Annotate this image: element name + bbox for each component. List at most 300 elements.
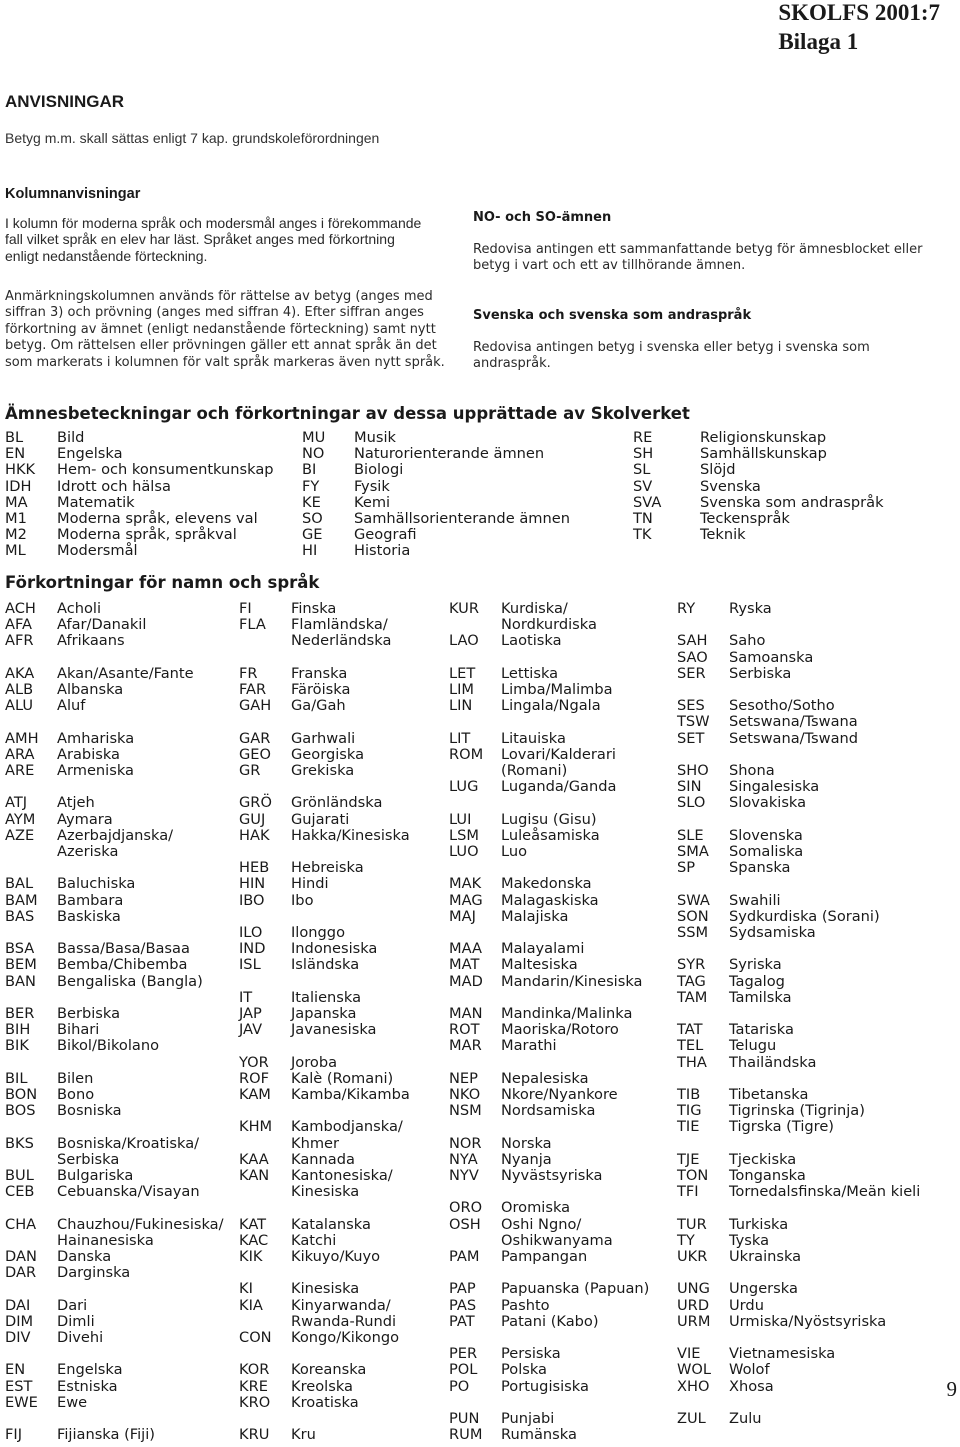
subjects-name: Kemi bbox=[354, 493, 391, 511]
languages-name: Laotiska bbox=[501, 632, 562, 650]
subjects-code: ML bbox=[5, 542, 26, 560]
languages-code: KRE bbox=[239, 1377, 268, 1395]
languages-code: LIN bbox=[449, 697, 473, 715]
subjects-code: TN bbox=[633, 510, 653, 527]
languages-code: GR bbox=[239, 762, 261, 779]
languages-code: CON bbox=[239, 1329, 272, 1346]
languages-name: Ungerska bbox=[729, 1280, 798, 1298]
languages-name: Aluf bbox=[57, 697, 86, 715]
languages-name: Estniska bbox=[57, 1377, 118, 1395]
languages-name: Cebuanska/Visayan bbox=[57, 1183, 200, 1201]
languages-code: IBO bbox=[239, 891, 265, 909]
languages-name: Bemba/Chibemba bbox=[57, 956, 188, 974]
subjects-code: RE bbox=[633, 429, 653, 446]
languages-code: JAV bbox=[239, 1021, 263, 1039]
languages-name: Kambodjanska/ bbox=[291, 1118, 403, 1136]
subjects-name: Hem- och konsumentkunskap bbox=[57, 461, 274, 479]
languages-name: Sydsamiska bbox=[729, 924, 816, 941]
subjects-code: TK bbox=[633, 526, 652, 544]
languages-name: Katalanska bbox=[291, 1215, 371, 1233]
languages-title: Förkortningar för namn och språk bbox=[5, 573, 320, 592]
languages-code: TAM bbox=[677, 988, 708, 1006]
languages-code: GRÖ bbox=[239, 794, 272, 812]
subjects-code: KE bbox=[302, 493, 321, 511]
languages-code: TIG bbox=[677, 1102, 702, 1120]
languages-code: HEB bbox=[239, 859, 270, 877]
languages-name: Dimli bbox=[57, 1312, 95, 1330]
languages-code: BIH bbox=[5, 1021, 31, 1039]
languages-name: Grekiska bbox=[291, 762, 355, 779]
languages-name: Setswana/Tswana bbox=[729, 713, 858, 731]
languages-name: Ilonggo bbox=[291, 924, 345, 941]
languages-name: Chauzhou/Fukinesiska/ bbox=[57, 1215, 224, 1233]
languages-name: Afrikaans bbox=[57, 632, 125, 650]
languages-code: NEP bbox=[449, 1069, 478, 1087]
kolumn-paragraph-1: I kolumn för moderna språk och modersmål anges i förekommande fall vilket språk en elev har läst. Språket anges med förkortning enligt nedanstående förteckning. bbox=[5, 215, 422, 264]
languages-name: Berbiska bbox=[57, 1005, 121, 1022]
languages-name: Persiska bbox=[501, 1345, 561, 1363]
languages-code: SER bbox=[677, 664, 706, 682]
languages-name: Bosniska bbox=[57, 1102, 122, 1120]
languages-code: BEM bbox=[5, 956, 37, 974]
languages-name: Patani (Kabo) bbox=[501, 1312, 599, 1330]
languages-name: Nyanja bbox=[501, 1150, 552, 1168]
languages-name: Engelska bbox=[57, 1361, 123, 1379]
languages-name: Atjeh bbox=[57, 794, 95, 812]
languages-name: Nyvästsyriska bbox=[501, 1167, 603, 1184]
languages-name: Hakka/Kinesiska bbox=[291, 826, 410, 844]
languages-name: Samoanska bbox=[729, 648, 814, 666]
no-so-heading: NO- och SO-ämnen bbox=[473, 210, 612, 225]
subjects-name: Svenska som andraspråk bbox=[700, 493, 884, 511]
languages-code: JAP bbox=[239, 1005, 262, 1022]
languages-name: Bassa/Basa/Basaa bbox=[57, 940, 190, 958]
languages-code: PAS bbox=[449, 1296, 477, 1314]
languages-name: Arabiska bbox=[57, 745, 120, 763]
languages-name: Indonesiska bbox=[291, 940, 378, 958]
languages-name: Tjeckiska bbox=[729, 1150, 797, 1168]
languages-code: ACH bbox=[5, 600, 36, 617]
languages-name: Marathi bbox=[501, 1037, 557, 1055]
languages-name: Bambara bbox=[57, 891, 124, 909]
languages-code: ILO bbox=[239, 924, 263, 941]
languages-name: Pampangan bbox=[501, 1248, 588, 1265]
languages-code: TIE bbox=[677, 1118, 700, 1136]
languages-code: MAT bbox=[449, 956, 480, 974]
languages-code: BAL bbox=[5, 875, 34, 893]
languages-name: Sesotho/Sotho bbox=[729, 697, 835, 715]
languages-code: SES bbox=[677, 697, 705, 715]
languages-code: CHA bbox=[5, 1215, 37, 1233]
languages-name: Zulu bbox=[729, 1410, 762, 1427]
languages-code: KI bbox=[239, 1280, 253, 1298]
subjects-name: Musik bbox=[354, 429, 396, 446]
languages-code: TFI bbox=[677, 1183, 699, 1201]
languages-code: DAN bbox=[5, 1248, 37, 1265]
subjects-title: Ämnesbeteckningar och förkortningar av dessa upprättade av Skolverket bbox=[5, 404, 690, 423]
languages-code: UKR bbox=[677, 1248, 708, 1265]
languages-name: Aymara bbox=[57, 810, 113, 828]
languages-name: Darginska bbox=[57, 1264, 131, 1282]
subjects-code: FY bbox=[302, 477, 320, 495]
languages-code: SMA bbox=[677, 843, 709, 860]
languages-code: WOL bbox=[677, 1361, 712, 1379]
languages-code: PAP bbox=[449, 1280, 476, 1298]
languages-name: Limba/Malimba bbox=[501, 681, 613, 698]
languages-name: Divehi bbox=[57, 1329, 104, 1346]
languages-code: PAM bbox=[449, 1248, 480, 1265]
languages-name: Vietnamesiska bbox=[729, 1345, 836, 1363]
languages-code: LET bbox=[449, 664, 476, 682]
languages-code: ISL bbox=[239, 956, 261, 974]
languages-name: Malajiska bbox=[501, 907, 569, 925]
languages-code: KAM bbox=[239, 1086, 271, 1103]
languages-name: Nederländska bbox=[291, 632, 392, 650]
languages-name: Ewe bbox=[57, 1393, 88, 1411]
languages-name: Somaliska bbox=[729, 843, 804, 860]
languages-code: SAH bbox=[677, 632, 708, 650]
languages-name: Lovari/Kalderari bbox=[501, 745, 616, 763]
languages-name: Oromiska bbox=[501, 1199, 571, 1217]
languages-code: ORO bbox=[449, 1199, 483, 1217]
languages-code: KIK bbox=[239, 1248, 263, 1265]
languages-code: BAN bbox=[5, 972, 36, 990]
no-so-paragraph: Redovisa antingen ett sammanfattande betyg för ämnesblocket eller betyg i vart och ett av tillhörande ämnen. bbox=[473, 242, 923, 274]
languages-name: Acholi bbox=[57, 600, 102, 617]
languages-name: Lingala/Ngala bbox=[501, 697, 601, 715]
languages-code: MAA bbox=[449, 940, 482, 958]
languages-name: Kongo/Kikongo bbox=[291, 1329, 400, 1346]
languages-name: Oshikwanyama bbox=[501, 1231, 613, 1249]
languages-name: Franska bbox=[291, 664, 348, 682]
languages-code: CEB bbox=[5, 1183, 35, 1201]
languages-code: FIJ bbox=[5, 1426, 23, 1444]
languages-name: Kinesiska bbox=[291, 1280, 360, 1298]
languages-name: Baluchiska bbox=[57, 875, 136, 893]
languages-name: Baskiska bbox=[57, 907, 121, 925]
languages-code: LAO bbox=[449, 632, 479, 650]
languages-name: Xhosa bbox=[729, 1377, 774, 1395]
languages-code: EWE bbox=[5, 1393, 38, 1411]
languages-code: IND bbox=[239, 940, 266, 958]
languages-code: MAK bbox=[449, 875, 482, 893]
languages-name: Swahili bbox=[729, 891, 781, 909]
subjects-name: Engelska bbox=[57, 445, 123, 463]
languages-name: Pashto bbox=[501, 1296, 550, 1314]
languages-name: Serbiska bbox=[57, 1150, 120, 1168]
languages-code: MAG bbox=[449, 891, 483, 909]
languages-name: Nepalesiska bbox=[501, 1069, 589, 1087]
languages-name: Hebreiska bbox=[291, 859, 364, 877]
languages-code: KAT bbox=[239, 1215, 267, 1233]
languages-name: Gujarati bbox=[291, 810, 350, 828]
languages-name: Lettiska bbox=[501, 664, 559, 682]
languages-code: LSM bbox=[449, 826, 479, 844]
languages-name: Koreanska bbox=[291, 1361, 367, 1379]
languages-code: TJE bbox=[677, 1150, 700, 1168]
languages-name: Portugisiska bbox=[501, 1377, 589, 1395]
subjects-code: MU bbox=[302, 429, 326, 446]
languages-name: Oshi Ngno/ bbox=[501, 1215, 582, 1233]
svenska-paragraph: Redovisa antingen betyg i svenska eller betyg i svenska som andraspråk. bbox=[473, 340, 870, 372]
languages-name: Kinyarwanda/ bbox=[291, 1296, 391, 1314]
subjects-code: NO bbox=[302, 445, 325, 463]
languages-name: Slovenska bbox=[729, 826, 803, 844]
languages-name: Kru bbox=[291, 1426, 316, 1444]
languages-code: BOS bbox=[5, 1102, 36, 1120]
languages-name: Färöiska bbox=[291, 681, 351, 698]
header-appendix: Bilaga 1 bbox=[778, 29, 859, 54]
subjects-name: Samhällskunskap bbox=[700, 445, 827, 463]
languages-name: Maltesiska bbox=[501, 956, 578, 974]
languages-code: ROF bbox=[239, 1069, 270, 1087]
languages-code: LUI bbox=[449, 810, 472, 828]
subjects-code: M1 bbox=[5, 510, 27, 527]
languages-name: Turkiska bbox=[729, 1215, 789, 1233]
subjects-code: MA bbox=[5, 493, 28, 511]
languages-code: RUM bbox=[449, 1426, 483, 1444]
languages-code: FLA bbox=[239, 616, 266, 634]
languages-code: SYR bbox=[677, 956, 706, 974]
languages-name: Serbiska bbox=[729, 664, 792, 682]
languages-name: Dari bbox=[57, 1296, 88, 1314]
languages-code: AFA bbox=[5, 616, 33, 634]
languages-name: Danska bbox=[57, 1248, 112, 1265]
languages-code: SLO bbox=[677, 794, 706, 812]
languages-name: Georgiska bbox=[291, 745, 365, 763]
languages-name: Kroatiska bbox=[291, 1393, 359, 1411]
languages-name: Tagalog bbox=[729, 972, 785, 990]
languages-code: BAS bbox=[5, 907, 35, 925]
languages-code: AKA bbox=[5, 664, 35, 682]
languages-name: Flamländska/ bbox=[291, 616, 388, 634]
languages-name: Bilen bbox=[57, 1069, 94, 1087]
languages-name: Amhariska bbox=[57, 729, 135, 747]
languages-name: Kikuyo/Kuyo bbox=[291, 1248, 381, 1265]
languages-code: TIB bbox=[677, 1086, 701, 1103]
subjects-name: Bild bbox=[57, 429, 85, 446]
languages-code: BSA bbox=[5, 940, 35, 958]
document-header bbox=[778, 0, 940, 56]
languages-name: Mandarin/Kinesiska bbox=[501, 972, 643, 990]
languages-name: Finska bbox=[291, 600, 337, 617]
languages-code: HIN bbox=[239, 875, 266, 893]
subjects-name: Samhällsorienterande ämnen bbox=[354, 510, 570, 527]
languages-name: Rumänska bbox=[501, 1426, 577, 1444]
languages-code: DIM bbox=[5, 1312, 34, 1330]
languages-name: Tigrska (Tigre) bbox=[729, 1118, 834, 1136]
kolumn-paragraph-2: Anmärkningskolumnen används för rättelse av betyg (anges med siffran 3) och prövning (anges med siffran 4). Efter siffran anges förkortning av ämnet (enligt nedanstående förteckning) samt nytt betyg. Om rättelsen eller prövningen gäller ett annat språk än det som markerats i kolumnen för valt språk markeras även nytt språk. bbox=[5, 289, 445, 370]
languages-name: Tyska bbox=[729, 1231, 770, 1249]
languages-name: Katchi bbox=[291, 1231, 337, 1249]
languages-code: TON bbox=[677, 1167, 709, 1184]
languages-name: Bosniska/Kroatiska/ bbox=[57, 1134, 200, 1152]
languages-name: Hainanesiska bbox=[57, 1231, 154, 1249]
languages-code: FAR bbox=[239, 681, 267, 698]
languages-name: Ryska bbox=[729, 600, 772, 617]
languages-code: NKO bbox=[449, 1086, 481, 1103]
languages-code: BUL bbox=[5, 1167, 34, 1184]
languages-name: Wolof bbox=[729, 1361, 770, 1379]
header-series: SKOLFS 2001:7 bbox=[778, 0, 940, 25]
languages-code: BIK bbox=[5, 1037, 29, 1055]
languages-name: Bono bbox=[57, 1086, 95, 1103]
languages-name: Bikol/Bikolano bbox=[57, 1037, 159, 1055]
subjects-code: HKK bbox=[5, 461, 36, 479]
languages-name: Ibo bbox=[291, 891, 314, 909]
languages-name: Kinesiska bbox=[291, 1183, 360, 1201]
languages-code: GAH bbox=[239, 697, 272, 715]
languages-code: NYA bbox=[449, 1150, 478, 1168]
languages-code: TY bbox=[677, 1231, 695, 1249]
languages-name: Thailändska bbox=[729, 1053, 817, 1071]
languages-name: Luganda/Ganda bbox=[501, 778, 617, 796]
languages-code: MAN bbox=[449, 1005, 483, 1022]
languages-code: DAI bbox=[5, 1296, 31, 1314]
languages-code: AYM bbox=[5, 810, 36, 828]
languages-name: Urmiska/Nyöstsyriska bbox=[729, 1312, 887, 1330]
languages-code: GUJ bbox=[239, 810, 266, 828]
languages-code: SHO bbox=[677, 762, 709, 779]
subjects-code: SVA bbox=[633, 493, 662, 511]
subjects-name: Slöjd bbox=[700, 461, 736, 479]
subjects-name: Svenska bbox=[700, 477, 761, 495]
languages-name: Kurdiska/ bbox=[501, 600, 568, 617]
languages-code: PO bbox=[449, 1377, 470, 1395]
subjects-name: Biologi bbox=[354, 461, 404, 479]
languages-name: Singalesiska bbox=[729, 778, 820, 796]
languages-name: Albanska bbox=[57, 681, 124, 698]
languages-code: BAM bbox=[5, 891, 38, 909]
languages-code: EN bbox=[5, 1361, 26, 1379]
languages-name: Ukrainska bbox=[729, 1248, 802, 1265]
languages-code: PER bbox=[449, 1345, 478, 1363]
subjects-code: BI bbox=[302, 461, 317, 479]
languages-code: BIL bbox=[5, 1069, 28, 1087]
languages-name: Akan/Asante/Fante bbox=[57, 664, 194, 682]
languages-code: YOR bbox=[239, 1053, 269, 1071]
subjects-name: Moderna språk, elevens val bbox=[57, 510, 258, 527]
svenska-heading: Svenska och svenska som andraspråk bbox=[473, 308, 752, 323]
subjects-code: BL bbox=[5, 429, 24, 446]
languages-name: Bihari bbox=[57, 1021, 100, 1039]
languages-code: SAO bbox=[677, 648, 708, 666]
languages-code: GAR bbox=[239, 729, 271, 747]
languages-code: ALB bbox=[5, 681, 34, 698]
languages-code: NOR bbox=[449, 1134, 482, 1152]
languages-name: Bulgariska bbox=[57, 1167, 134, 1184]
languages-name: Tibetanska bbox=[729, 1086, 809, 1103]
languages-code: IT bbox=[239, 988, 253, 1006]
languages-code: OSH bbox=[449, 1215, 481, 1233]
languages-name: Joroba bbox=[291, 1053, 338, 1071]
languages-code: KRU bbox=[239, 1426, 270, 1444]
languages-name: Garhwali bbox=[291, 729, 356, 747]
languages-name: Tamilska bbox=[729, 988, 792, 1006]
subjects-name: Idrott och hälsa bbox=[57, 477, 171, 495]
languages-code: DIV bbox=[5, 1329, 31, 1346]
kolumn-heading: Kolumnanvisningar bbox=[5, 186, 141, 202]
languages-code: SET bbox=[677, 729, 705, 747]
languages-name: Nordsamiska bbox=[501, 1102, 596, 1120]
languages-code: LUG bbox=[449, 778, 479, 796]
languages-name: Maoriska/Rotoro bbox=[501, 1021, 619, 1039]
languages-code: PUN bbox=[449, 1410, 480, 1427]
languages-name: Malagaskiska bbox=[501, 891, 599, 909]
languages-code: KUR bbox=[449, 600, 479, 617]
languages-code: THA bbox=[677, 1053, 707, 1071]
subjects-name: Geografi bbox=[354, 526, 417, 544]
languages-name: Kreolska bbox=[291, 1377, 353, 1395]
languages-code: TUR bbox=[677, 1215, 707, 1233]
languages-name: Hindi bbox=[291, 875, 329, 893]
languages-code: PAT bbox=[449, 1312, 475, 1330]
languages-code: SSM bbox=[677, 924, 709, 941]
subjects-name: Moderna språk, språkval bbox=[57, 526, 237, 544]
languages-code: BKS bbox=[5, 1134, 34, 1152]
languages-code: ROT bbox=[449, 1021, 480, 1039]
languages-code: KAN bbox=[239, 1167, 270, 1184]
subjects-name: Fysik bbox=[354, 477, 390, 495]
languages-name: Makedonska bbox=[501, 875, 592, 893]
languages-name: Lugisu (Gisu) bbox=[501, 810, 597, 828]
languages-name: Papuanska (Papuan) bbox=[501, 1280, 650, 1298]
languages-code: ARA bbox=[5, 745, 35, 763]
languages-name: Punjabi bbox=[501, 1410, 555, 1427]
subjects-code: SO bbox=[302, 510, 323, 527]
languages-code: ALU bbox=[5, 697, 34, 715]
languages-name: Sydkurdiska (Sorani) bbox=[729, 907, 880, 925]
languages-code: FI bbox=[239, 600, 252, 617]
languages-name: Nkore/Nyankore bbox=[501, 1086, 618, 1103]
subjects-code: M2 bbox=[5, 526, 27, 544]
page-number: 9 bbox=[946, 1377, 957, 1401]
languages-code: EST bbox=[5, 1377, 33, 1395]
languages-code: ARE bbox=[5, 762, 35, 779]
languages-code: GEO bbox=[239, 745, 272, 763]
languages-code: LIM bbox=[449, 681, 475, 698]
languages-name: Kalè (Romani) bbox=[291, 1069, 394, 1087]
languages-code: AMH bbox=[5, 729, 39, 747]
languages-code: ROM bbox=[449, 745, 484, 763]
languages-code: LUO bbox=[449, 843, 479, 860]
languages-name: Kannada bbox=[291, 1150, 355, 1168]
languages-name: Japanska bbox=[291, 1005, 357, 1022]
subjects-name: Modersmål bbox=[57, 542, 138, 560]
languages-code: DAR bbox=[5, 1264, 37, 1282]
languages-name: Azeriska bbox=[57, 843, 119, 860]
languages-name: Armeniska bbox=[57, 762, 134, 779]
languages-code: KRO bbox=[239, 1393, 271, 1411]
languages-code: TSW bbox=[677, 713, 710, 731]
subjects-code: EN bbox=[5, 445, 26, 463]
languages-code: ZUL bbox=[677, 1410, 706, 1427]
languages-name: Setswana/Tswand bbox=[729, 729, 859, 747]
languages-code: MAD bbox=[449, 972, 483, 990]
subjects-code: SV bbox=[633, 477, 653, 495]
languages-code: TAG bbox=[677, 972, 706, 990]
languages-name: Rwanda-Rundi bbox=[291, 1312, 397, 1330]
languages-name: Ga/Gah bbox=[291, 697, 346, 715]
languages-code: SWA bbox=[677, 891, 710, 909]
subjects-name: Teknik bbox=[700, 526, 746, 544]
languages-code: MAR bbox=[449, 1037, 482, 1055]
languages-name: Kamba/Kikamba bbox=[291, 1086, 410, 1103]
languages-code: NYV bbox=[449, 1167, 479, 1184]
languages-name: Grönländska bbox=[291, 794, 383, 812]
languages-code: BON bbox=[5, 1086, 38, 1103]
subjects-name: Naturorienterande ämnen bbox=[354, 445, 545, 463]
